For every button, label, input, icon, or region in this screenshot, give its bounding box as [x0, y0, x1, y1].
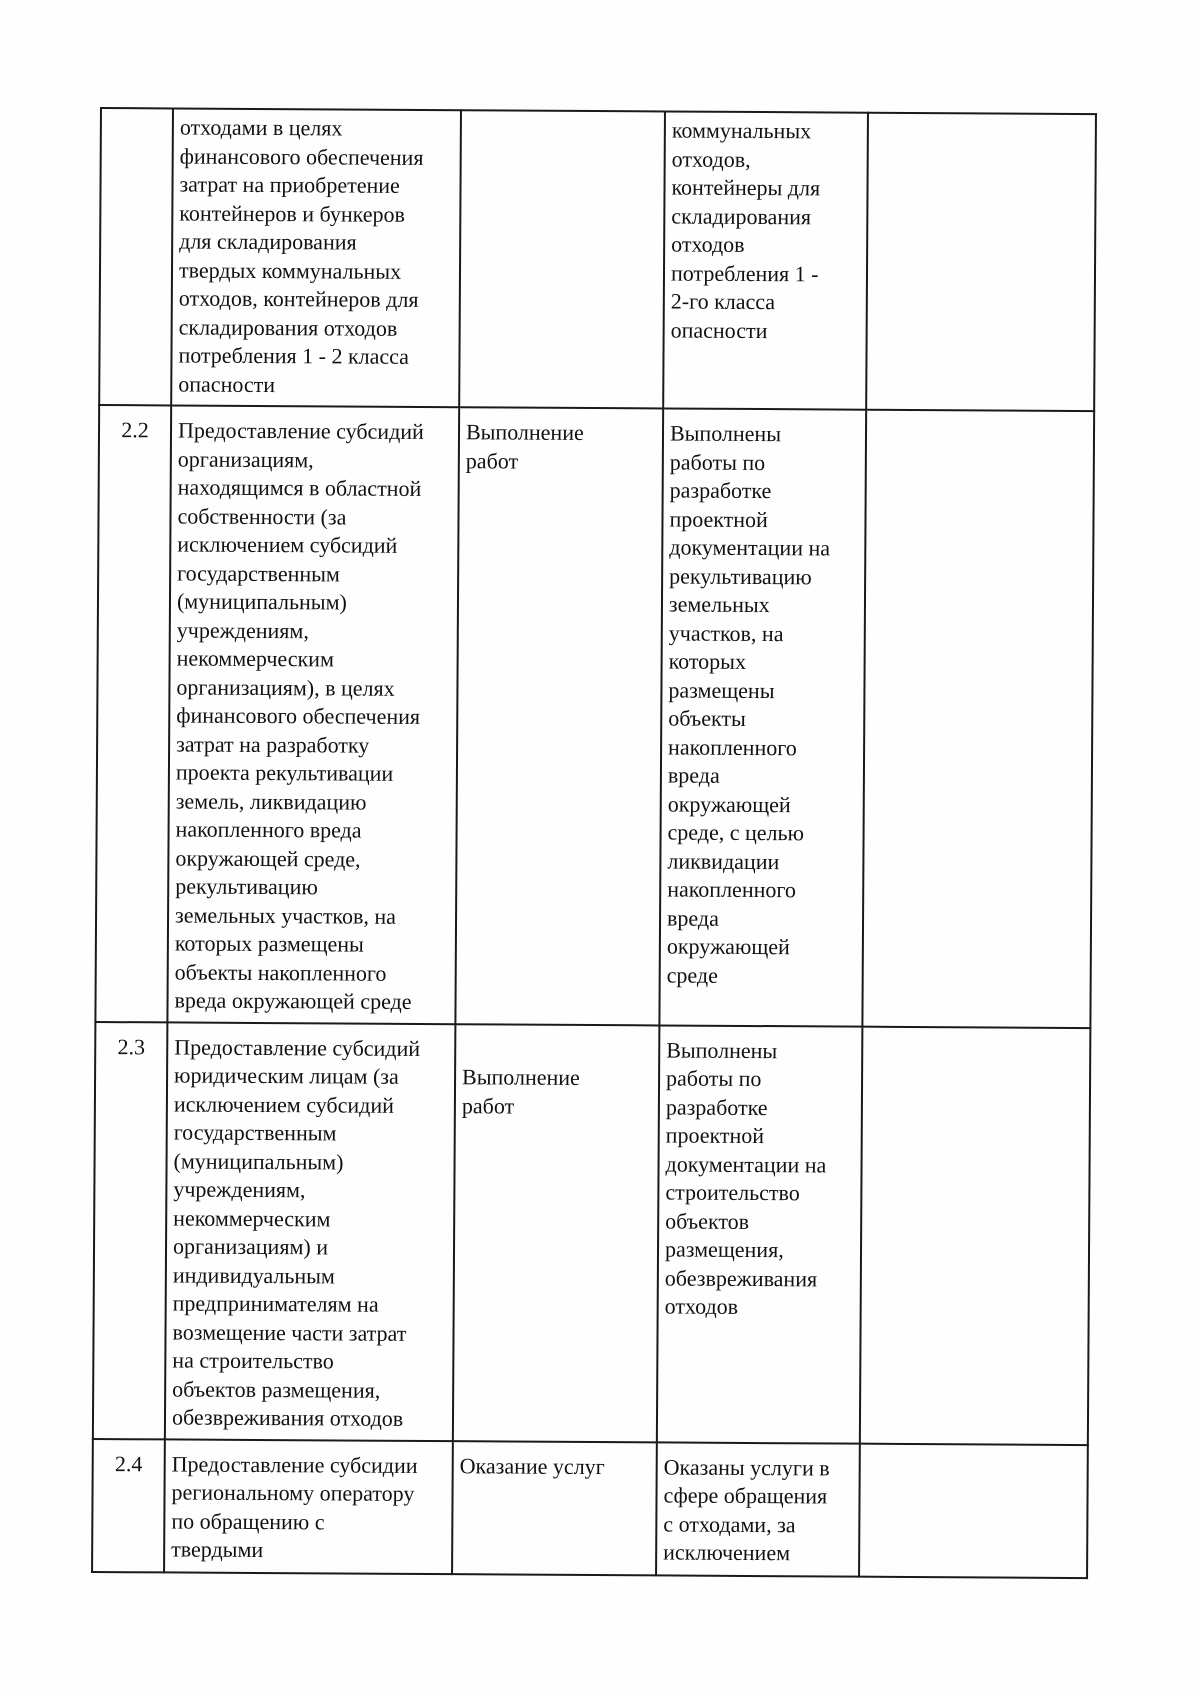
measure-result: Выполнены работы по разработке проектной документации на рекультивацию земельных участков, на которых размещены объекты накопленного вреда окружающей среде, с целью ликвидации накопленного вреда окружающей среде — [666, 420, 831, 988]
measure-extra — [869, 1037, 1083, 1038]
measure-extra — [875, 124, 1089, 125]
table-row — [92, 1438, 1088, 1577]
measure-description: отходами в целях финансового обеспечения затрат на приобретение контейнеров и бункеров для складирования твердых коммунальных отходов, контейнеров для складирования отходов потребления 1 - 2 класса опасности — [178, 114, 424, 397]
measure-description: Предоставление субсидий юридическим лицам (за исключением субсидий государственным (муниципальным) учреждениям, некоммерческим организациям) и индивидуальным предпринимателям на возмещение части затрат на строительство объектов размещения, обезвреживания отходов — [171, 1033, 421, 1431]
description-cell — [171, 108, 461, 407]
type-cell — [459, 110, 665, 408]
description-cell — [164, 1439, 453, 1574]
measure-type — [468, 121, 658, 122]
description-cell — [165, 1022, 456, 1441]
result-cell — [659, 408, 866, 1026]
result-cell — [663, 111, 868, 409]
row-number: 2.4 — [114, 1450, 143, 1476]
measure-result: Оказаны услуги в сфере обращения с отходами, за исключением — [663, 1453, 830, 1566]
row-number: 2.2 — [121, 417, 149, 443]
row-number-cell — [93, 1021, 168, 1438]
measure-result: коммунальных отходов, контейнеры для складирования отходов потребления 1 - 2-го класса опасности — [670, 117, 821, 343]
measures-table — [91, 107, 1097, 1579]
row-number-cell — [95, 405, 171, 1022]
measure-description: Предоставление субсидии региональному оператору по обращению с твердыми — [171, 1450, 418, 1563]
measure-description: Предоставление субсидий организациям, находящимся в областной собственности (за исключением субсидий государственным (муниципальным) учреждениям, некоммерческим организациям), в целях финансового обеспечения затрат на разработку проекта рекультивации земель, ликвидацию накопленного вреда окружающей среде, рекультивацию земельных участков, на которых размещены объекты накопленного вреда окружающей среде — [174, 417, 424, 1014]
result-cell — [656, 1442, 860, 1576]
type-cell — [455, 407, 663, 1025]
extra-cell — [862, 410, 1094, 1028]
measure-type: Оказание услуг — [459, 1452, 605, 1479]
table-row — [93, 1021, 1091, 1444]
measure-type: Выполнение работ — [461, 1035, 580, 1119]
result-cell — [657, 1025, 863, 1443]
measure-extra — [873, 421, 1087, 422]
extra-cell — [866, 113, 1096, 411]
table-row — [99, 108, 1096, 411]
row-number-cell — [92, 1438, 165, 1571]
measure-type: Выполнение работ — [465, 419, 584, 474]
type-cell — [452, 1441, 657, 1575]
extra-cell — [860, 1026, 1091, 1444]
measure-extra — [867, 1454, 1081, 1455]
type-cell — [453, 1024, 660, 1442]
row-number: 2.3 — [117, 1033, 146, 1059]
extra-cell — [859, 1443, 1088, 1577]
measure-result: Выполнены работы по разработке проектной документации на строительство объектов размещения, обезвреживания отходов — [664, 1036, 827, 1319]
description-cell — [167, 405, 459, 1023]
table-row — [95, 405, 1094, 1028]
row-number-cell — [99, 108, 173, 405]
